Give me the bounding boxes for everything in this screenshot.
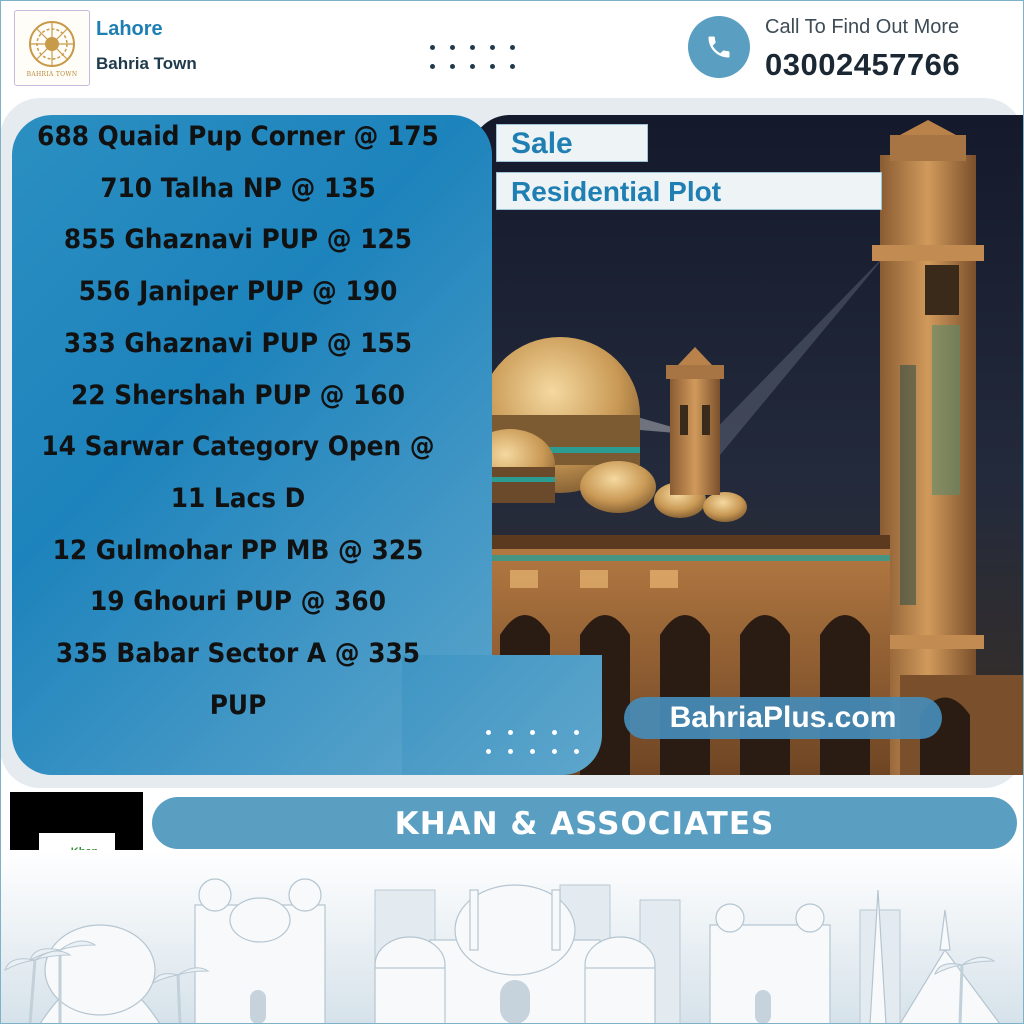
website-link[interactable]: BahriaPlus.com [624, 697, 942, 739]
list-item: 12 Gulmohar PP MB @ 325 [52, 534, 424, 566]
phone-number[interactable]: 03002457766 [765, 47, 961, 82]
agency-name-banner: KHAN & ASSOCIATES [152, 797, 1017, 849]
list-item: 688 Quaid Pup Corner @ 175 [37, 121, 439, 152]
purpose-tag: Sale [496, 124, 648, 162]
bahria-town-logo-icon [27, 19, 77, 69]
call-button[interactable] [688, 16, 750, 78]
listings-list [36, 111, 441, 731]
logo-caption: BAHRIA TOWN [26, 70, 78, 78]
property-type-tag: Residential Plot [496, 172, 882, 210]
list-item: 333 Ghaznavi PUP @ 155 [63, 327, 413, 359]
list-item: 19 Ghouri PUP @ 360 [89, 586, 387, 618]
list-item: 556 Janiper PUP @ 190 [78, 276, 398, 308]
bahria-town-logo [14, 10, 90, 86]
city-label: Lahore [96, 18, 163, 40]
list-item: 22 Shershah PUP @ 160 [70, 379, 406, 411]
list-item: 710 Talha NP @ 135 [100, 172, 376, 204]
decorative-dots-top [430, 45, 515, 69]
list-item: 855 Ghaznavi PUP @ 125 [63, 224, 413, 256]
city-skyline-illustration [0, 850, 1024, 1024]
list-item: 335 Babar Sector A @ 335 PUP [55, 638, 421, 721]
call-to-action: Call To Find Out More [765, 16, 960, 38]
list-item: 14 Sarwar Category Open @ 11 Lacs D [41, 431, 435, 514]
decorative-dots-panel [486, 730, 579, 754]
society-label: Bahria Town [96, 54, 197, 73]
phone-icon [705, 33, 733, 61]
